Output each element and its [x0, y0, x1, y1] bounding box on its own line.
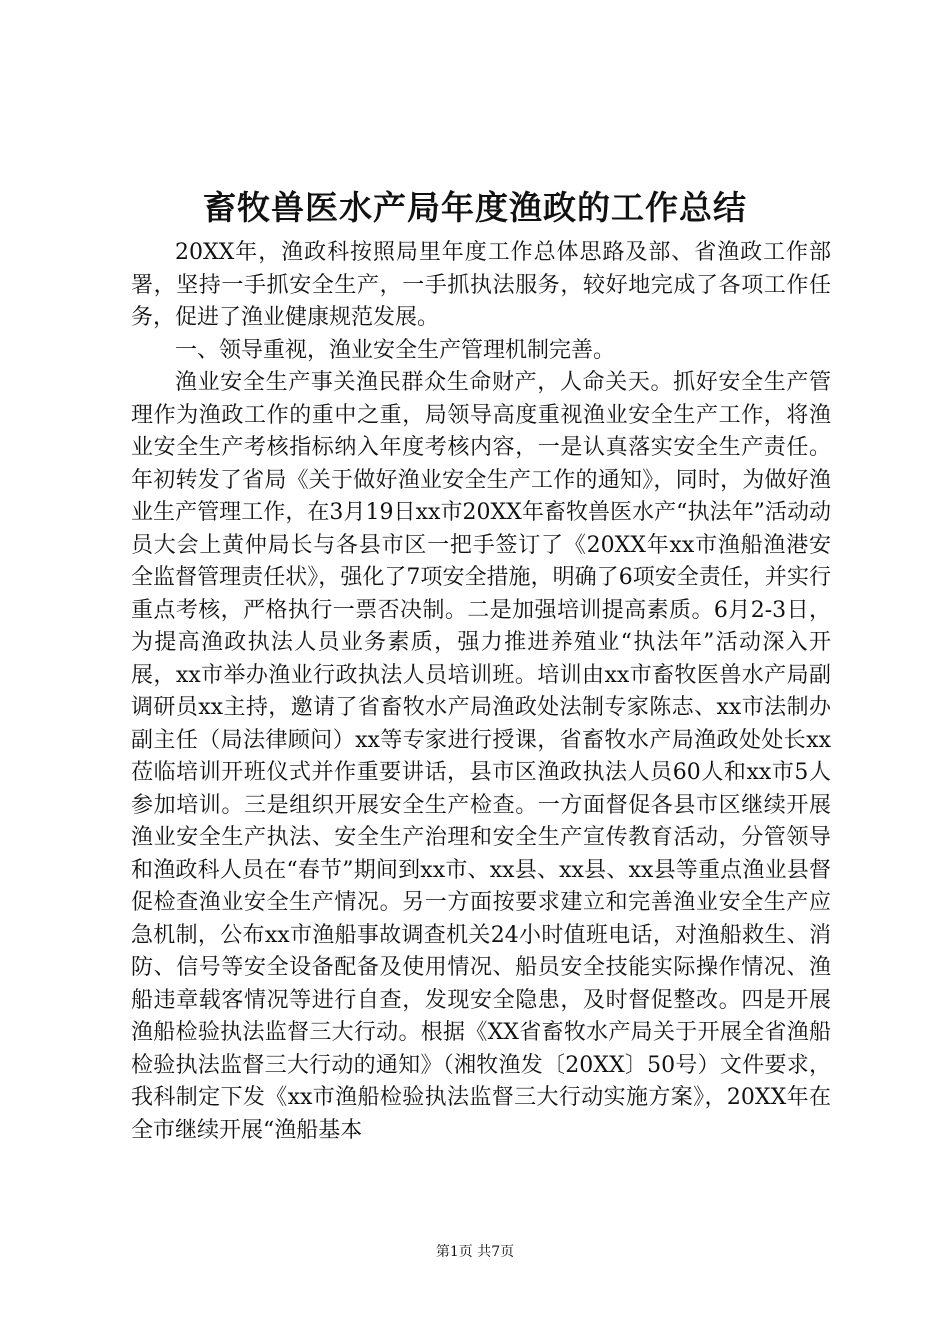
page-number-footer: 第1页 共7页	[435, 1244, 515, 1260]
document-body	[131, 237, 831, 1147]
document-title: 畜牧兽医水产局年度渔政的工作总结	[203, 188, 747, 227]
intro-paragraph: 20XX年，渔政科按照局里年度工作总体思路及部、省渔政工作部署，坚持一手抓安全生产，一手抓执法服务，较好地完成了各项工作任务，促进了渔业健康规范发展。	[131, 240, 831, 330]
section-heading: 一、领导重视，渔业安全生产管理机制完善。	[175, 337, 616, 363]
body-paragraph: 渔业安全生产事关渔民群众生命财产，人命关天。抓好安全生产管理作为渔政工作的重中之重，局领导高度重视渔业安全生产工作，将渔业安全生产考核指标纳入年度考核内容，一是认真落实安全生产责任。年初转发了省局《关于做好渔业安全生产工作的通知》，同时，为做好渔业生产管理工作，在3月19日xx市20XX年畜牧兽医水产“执法年”活动动员大会上黄仲局长与各县市区一把手签订了《20XX年xx市渔船渔港安全监督管理责任状》，强化了7项安全措施，明确了6项安全责任，并实行重点考核，严格执行一票否决制。二是加强培训提高素质。6月2-3日，为提高渔政执法人员业务素质，强力推进养殖业“执法年”活动深入开展，xx市举办渔业行政执法人员培训班。培训由xx市畜牧医兽水产局副调研员xx主持，邀请了省畜牧水产局渔政处法制专家陈志、xx市法制办副主任（局法律顾问）xx等专家进行授课，省畜牧水产局渔政处处长xx莅临培训开班仪式并作重要讲话，县市区渔政执法人员60人和xx市5人参加培训。三是组织开展安全生产检查。一方面督促各县市区继续开展渔业安全生产执法、安全生产治理和安全生产宣传教育活动，分管领导和渔政科人员在“春节”期间到xx市、xx县、xx县、xx县等重点渔业县督促检查渔业安全生产情况。另一方面按要求建立和完善渔业安全生产应急机制，公布xx市渔船事故调查机关24小时值班电话，对渔船救生、消防、信号等安全设备配备及使用情况、船员安全技能实际操作情况、渔船违章载客情况等进行自查，发现安全隐患，及时督促整改。四是开展渔船检验执法监督三大行动。根据《XX省畜牧水产局关于开展全省渔船检验执法监督三大行动的通知》（湘牧渔发〔20XX〕50号）文件要求，我科制定下发《xx市渔船检验执法监督三大行动实施方案》，20XX年在全市继续开展“渔船基本	[131, 370, 831, 1143]
